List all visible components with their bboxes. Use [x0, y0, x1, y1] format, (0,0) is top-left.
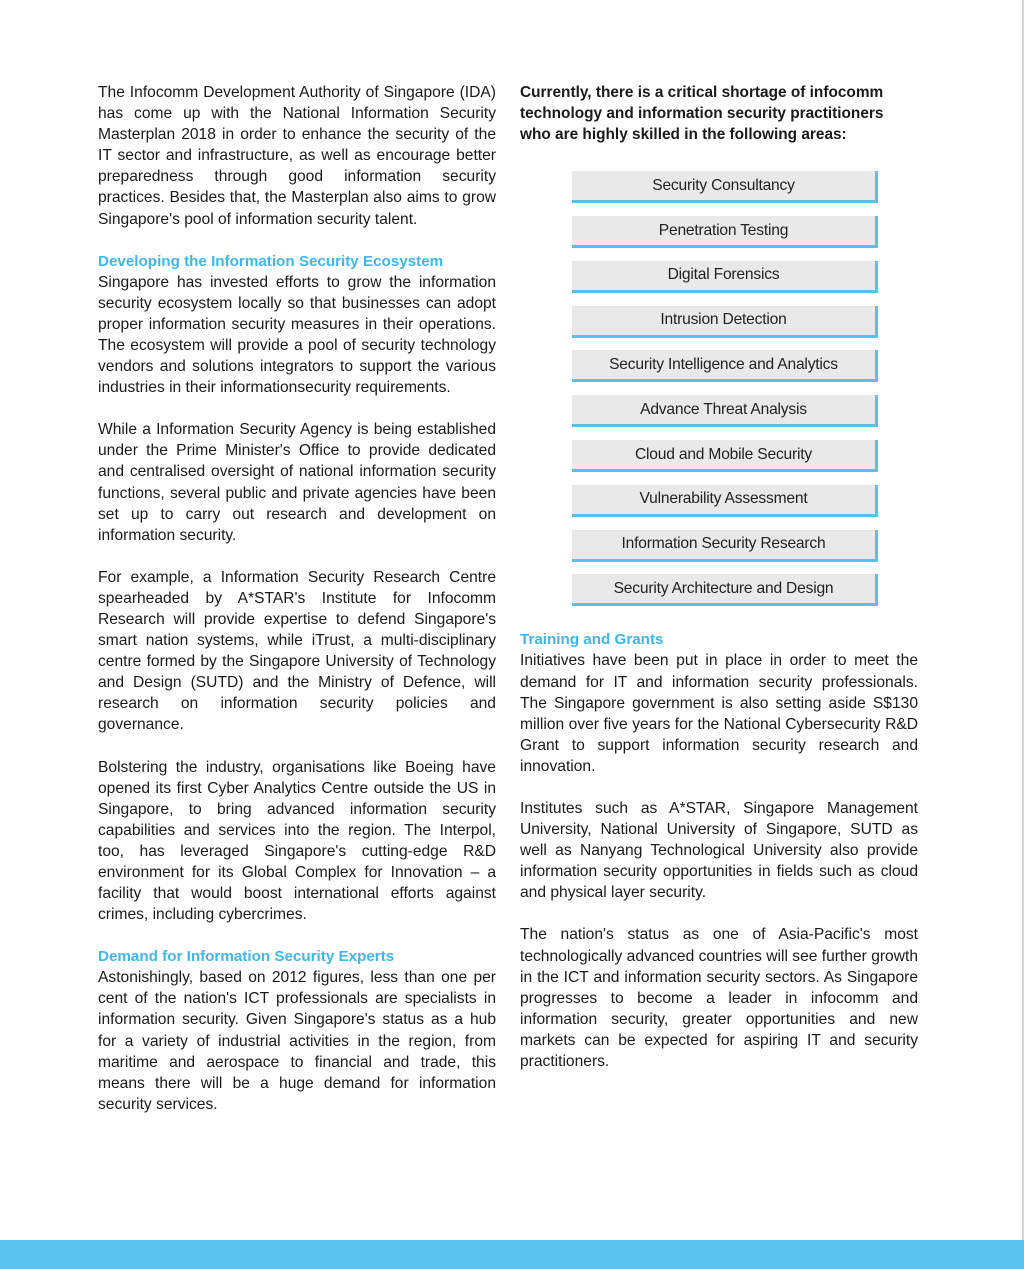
ecosystem-paragraph-4: Bolstering the industry, organisations like Boeing have opened its first Cyber Analytics Centre outside the US in Singapore, to bring advanced information security capabilities and services into the region. The Interpol, too, has leveraged Singapore's cutting-edge R&D environment for its Global Complex for Innovation – a facility that would boost international efforts against crimes, including cybercrimes. — [98, 758, 496, 924]
skill-box: Vulnerability Assessment — [572, 485, 878, 517]
skill-box: Information Security Research — [572, 530, 878, 562]
training-paragraph-2: Institutes such as A*STAR, Singapore Management University, National University of Singapore, SUTD as well as Nanyang Technological University also provide information security opportunities in fields such as cloud and physical layer security. — [520, 800, 918, 902]
training-heading: Training and Grants — [520, 631, 664, 649]
left-column — [98, 82, 496, 1115]
skill-box: Security Architecture and Design — [572, 574, 878, 606]
skill-box: Intrusion Detection — [572, 306, 878, 338]
right-column — [520, 82, 918, 1072]
training-paragraph-3: The nation's status as one of Asia-Pacific's most technologically advanced countries will see further growth in the ICT and information security sectors. As Singapore progresses to become a leader in infocomm and information security, greater opportunities and new markets can be expected for aspiring IT and security practitioners. — [520, 926, 918, 1071]
demand-heading: Demand for Information Security Experts — [98, 948, 395, 966]
ecosystem-paragraph-1: Singapore has invested efforts to grow the information security ecosystem locally so that businesses can adopt proper information security measures in their operations. The ecosystem will provide a pool of security technology vendors and solutions integrators to support the various industries in their informationsecurity requirements. — [98, 273, 496, 397]
skill-box: Security Intelligence and Analytics — [572, 350, 878, 382]
training-paragraph-1: Initiatives have been put in place in order to meet the demand for IT and information security professionals. The Singapore government is also setting aside S$130 million over five years for the National Cybersecurity R&D Grant to support information security research and innovation. — [520, 652, 918, 775]
intro-paragraph: The Infocomm Development Authority of Singapore (IDA) has come up with the National Information Security Masterplan 2018 in order to enhance the security of the IT sector and infrastructure, as well as encourage better preparedness through good information security practices. Besides that, the Masterplan also aims to grow Singapore's pool of information security talent. — [98, 84, 496, 228]
ecosystem-paragraph-2: While a Information Security Agency is being established under the Prime Minister's Office to provide dedicated and centralised oversight of national information security functions, several public and private agencies have been set up to carry out research and development on information security. — [98, 421, 496, 544]
footer-bar — [0, 1240, 1024, 1269]
ecosystem-heading: Developing the Information Security Ecosystem — [98, 252, 444, 270]
shortage-intro: Currently, there is a critical shortage of infocomm technology and information security practitioners who are highly skilled in the following areas: — [520, 84, 884, 144]
skill-box: Penetration Testing — [572, 216, 878, 248]
skills-list — [572, 171, 878, 606]
skill-box: Cloud and Mobile Security — [572, 440, 878, 472]
ecosystem-paragraph-3: For example, a Information Security Research Centre spearheaded by A*STAR's Institute for Infocomm Research will provide expertise to defend Singapore's smart nation systems, while iTrust, a multi-disciplinary centre formed by the Singapore University of Technology and Design (SUTD) and the Ministry of Defence, will research on information security policies and governance. — [98, 568, 496, 734]
skill-box: Security Consultancy — [572, 171, 878, 203]
skill-box: Advance Threat Analysis — [572, 395, 878, 427]
skill-box: Digital Forensics — [572, 261, 878, 293]
demand-paragraph: Astonishingly, based on 2012 figures, less than one per cent of the nation's ICT professionals are specialists in information security. Given Singapore's status as a hub for a variety of industrial activities in the region, from maritime and aerospace to financial and trade, this means there will be a huge demand for information security services. — [98, 969, 496, 1113]
